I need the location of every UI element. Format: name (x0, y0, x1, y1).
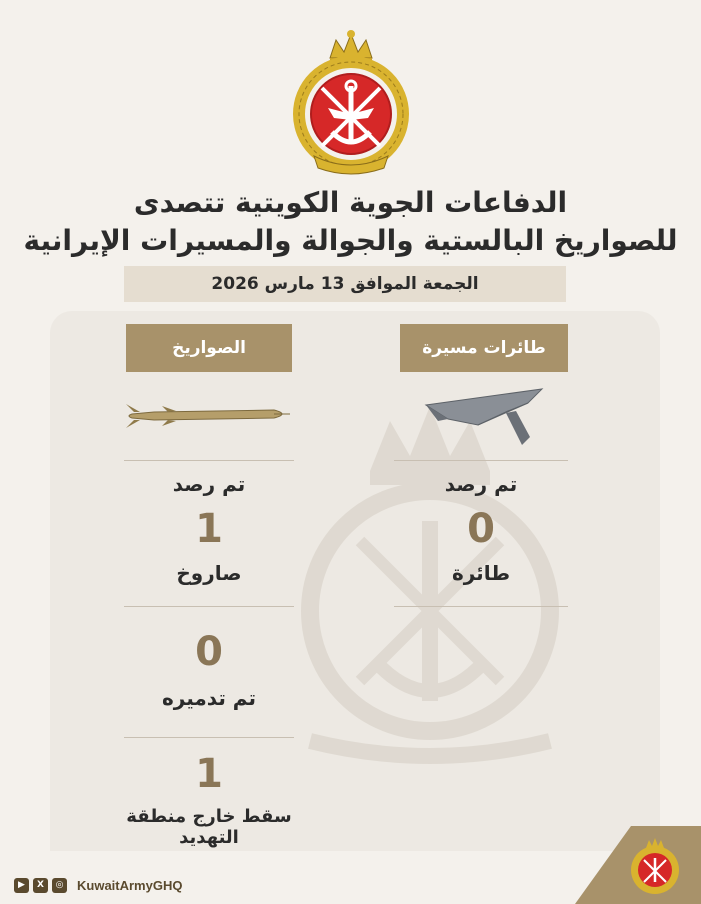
x-icon[interactable]: X (33, 878, 48, 893)
youtube-icon[interactable]: ▶ (14, 878, 29, 893)
missiles-destroyed-label: تم تدميره (161, 686, 256, 710)
footer-emblem-icon (624, 836, 686, 898)
drones-unit-label: طائرة (451, 561, 511, 585)
footer-social-bar (14, 874, 182, 896)
drones-separator-2 (394, 606, 568, 607)
watermark-emblem-icon (280, 401, 580, 781)
drones-detected-count: 0 (467, 506, 495, 552)
missile-icon (124, 396, 292, 436)
missiles-unit-label: صاروخ (176, 561, 242, 585)
missiles-column-header: الصواريخ (126, 324, 292, 372)
missiles-destroyed-count: 0 (195, 629, 223, 675)
social-handle[interactable]: KuwaitArmyGHQ (77, 877, 183, 893)
missiles-detected-label: تم رصد (172, 472, 246, 496)
missiles-detected-count: 1 (195, 506, 223, 552)
missiles-outside-count: 1 (195, 751, 223, 797)
date-bar: الجمعة الموافق 13 مارس 2026 (124, 266, 566, 302)
drones-column-header: طائرات مسيرة (400, 324, 568, 372)
title-line-2: للصواريخ البالستية والجوالة والمسيرات الإيرانية (23, 224, 678, 257)
drones-separator-1 (394, 460, 568, 461)
drones-detected-label: تم رصد (444, 472, 518, 496)
drone-icon (418, 383, 548, 453)
missiles-outside-label: سقط خارج منطقة التهديد (126, 806, 292, 848)
missiles-separator-3 (124, 737, 294, 738)
stats-panel (50, 311, 660, 851)
instagram-icon[interactable]: ◎ (52, 878, 67, 893)
army-emblem-icon (288, 28, 414, 178)
missiles-separator-2 (124, 606, 294, 607)
missiles-separator-1 (124, 460, 294, 461)
title-line-1: الدفاعات الجوية الكويتية تتصدى (133, 186, 568, 219)
